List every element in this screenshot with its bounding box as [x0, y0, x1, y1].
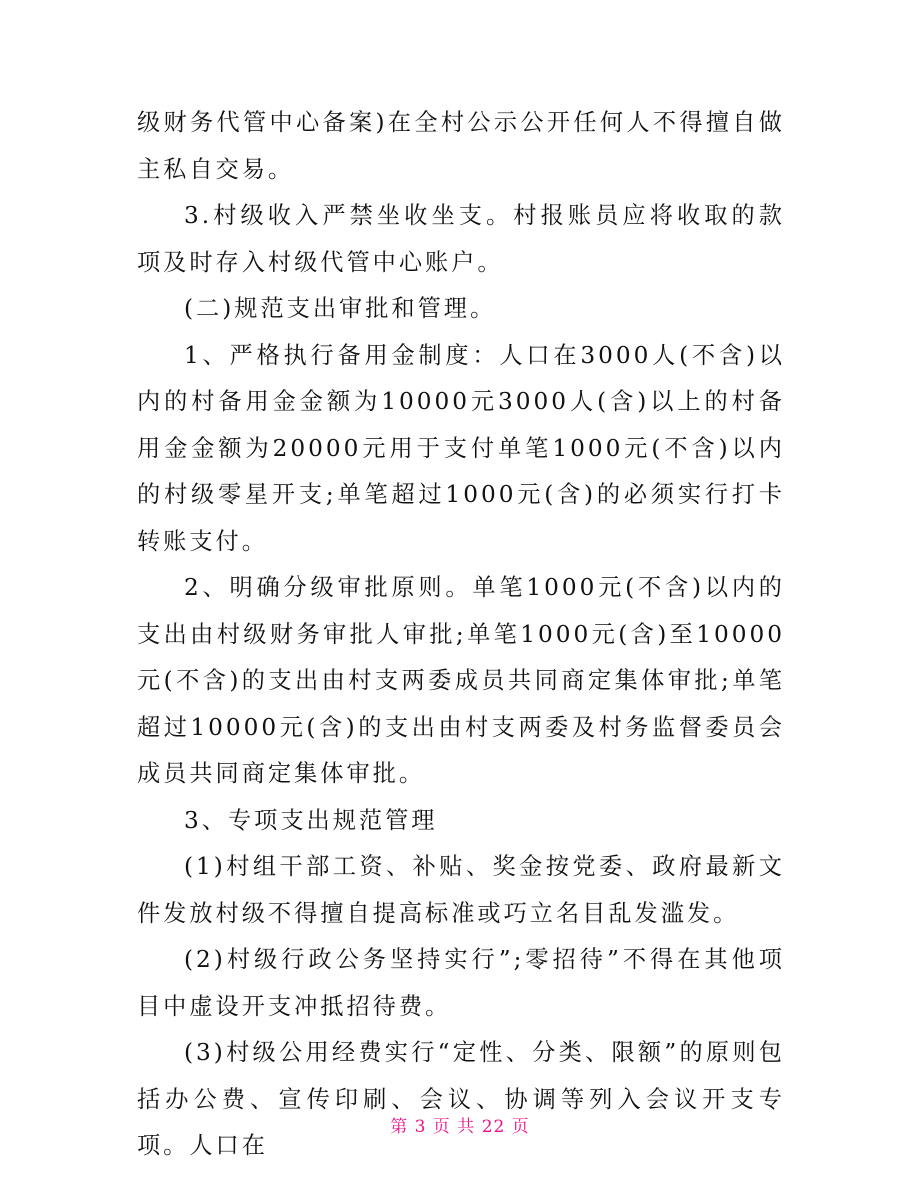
paragraph-special-expenditure-heading: 3、专项支出规范管理: [184, 806, 438, 834]
paragraph-approval-levels: 2、明确分级审批原则。单笔1000元(不含)以内的支出由村级财务审批人审批;单笔1000元(含)至10000元(不含)的支出由村支两委成员共同商定集体审批;单笔超过10000元(含)的支出由村支两委及村务监督委员会成员共同商定集体审批。: [137, 574, 785, 787]
body-text: [137, 100, 785, 1170]
paragraph-income-rule: 3.村级收入严禁坐收坐支。村报账员应将收取的款项及时存入村级代管中心账户。: [137, 202, 785, 276]
paragraph-item-1: (1)村组干部工资、补贴、奖金按党委、政府最新文件发放村级不得擅自提高标准或巧立名目乱发滥发。: [137, 853, 785, 927]
paragraph-item-2: (2)村级行政公务坚持实行”;零招待”不得在其他项目中虚设开支冲抵招待费。: [137, 946, 785, 1020]
page-number-footer: 第 3 页 共 22 页: [390, 1117, 530, 1137]
paragraph-continuation: 级财务代管中心备案)在全村公示公开任何人不得擅自做主私自交易。: [137, 109, 785, 183]
paragraph-item-3: (3)村级公用经费实行“定性、分类、限额”的原则包括办公费、宣传印刷、会议、协调等列入会议开支专项。人口在: [137, 1039, 785, 1159]
paragraph-petty-cash: 1、严格执行备用金制度：人口在3000人(不含)以内的村备用金金额为10000元3000人(含)以上的村备用金金额为20000元用于支付单笔1000元(不含)以内的村级零星开支;单笔超过1000元(含)的必须实行打卡转账支付。: [137, 341, 785, 555]
section-heading-expenditure: (二)规范支出审批和管理。: [184, 295, 497, 322]
